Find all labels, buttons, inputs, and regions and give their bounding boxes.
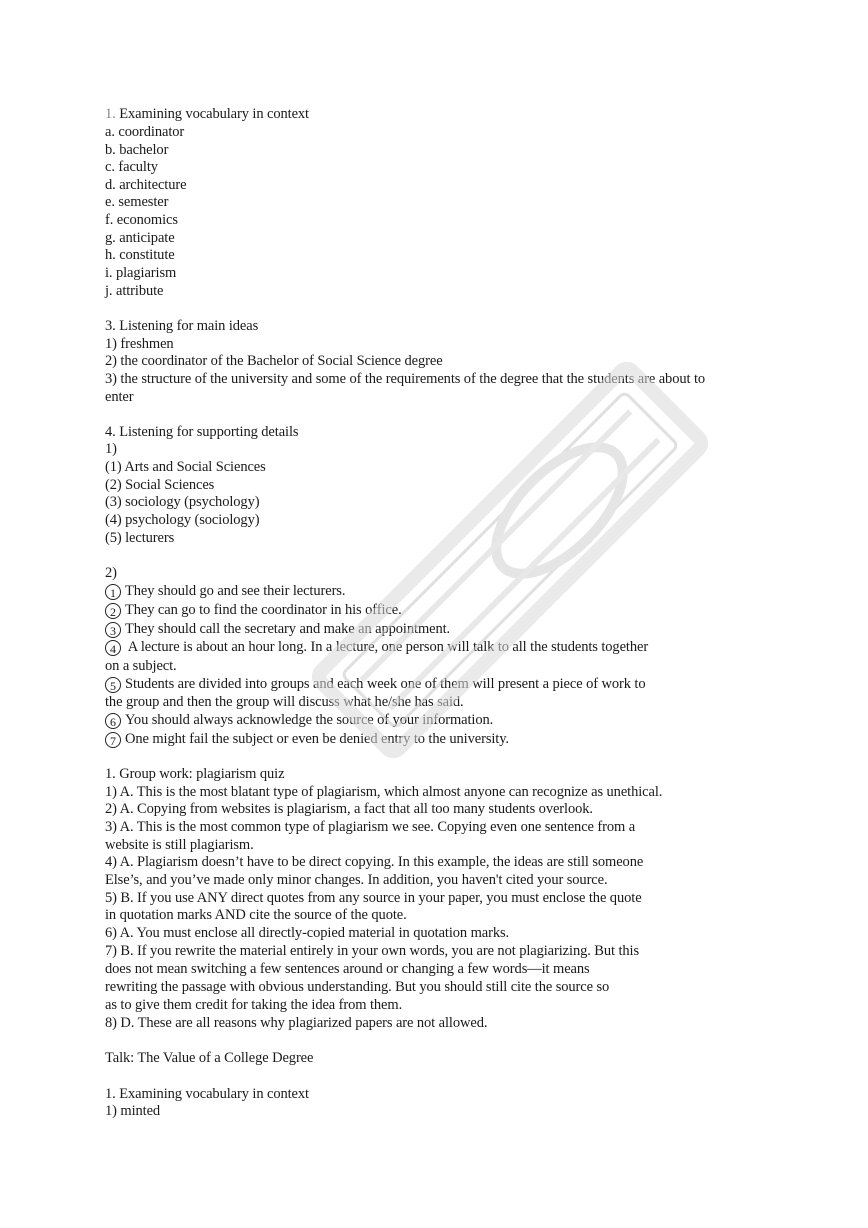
quiz-line: 5) B. If you use ANY direct quotes from any source in your paper, you must enclose the quote	[105, 890, 642, 906]
circled-number: 1	[105, 584, 121, 600]
vocab-item: b. bachelor	[105, 142, 169, 158]
quiz-line: does not mean switching a few sentences around or changing a few words—it means	[105, 961, 590, 977]
circled-number: 5	[105, 677, 121, 693]
detail-answer: 1 They should go and see their lecturers.	[105, 582, 345, 600]
vocab-item: f. economics	[105, 212, 178, 228]
section-4-heading: 4. Listening for supporting details	[105, 424, 299, 440]
talk-item: 1) minted	[105, 1103, 161, 1119]
circled-number: 4	[105, 640, 121, 656]
detail-item: (1) Arts and Social Sciences	[105, 459, 266, 475]
quiz-line: 8) D. These are all reasons why plagiarized papers are not allowed.	[105, 1015, 488, 1031]
section-1-heading: 1. Examining vocabulary in context	[105, 106, 309, 122]
main-idea-item: enter	[105, 389, 134, 405]
detail-answer: 5 Students are divided into groups and each week one of them will present a piece of work to	[105, 675, 646, 693]
quiz-line: 7) B. If you rewrite the material entirely in your own words, you are not plagiarizing. But this	[105, 943, 640, 959]
vocab-item: e. semester	[105, 194, 169, 210]
detail-item: (2) Social Sciences	[105, 477, 215, 493]
vocab-item: h. constitute	[105, 247, 175, 263]
part-2-label: 2)	[105, 565, 117, 581]
main-idea-item: 3) the structure of the university and some of the requirements of the degree that the students are about to	[105, 371, 706, 387]
quiz-heading: 1. Group work: plagiarism quiz	[105, 766, 285, 782]
talk-sub-heading: 1. Examining vocabulary in context	[105, 1086, 309, 1102]
quiz-line: 4) A. Plagiarism doesn’t have to be direct copying. In this example, the ideas are still someone	[105, 854, 644, 870]
detail-answer-cont: the group and then the group will discuss what he/she has said.	[105, 694, 464, 710]
vocab-item: i. plagiarism	[105, 265, 177, 281]
main-idea-item: 1) freshmen	[105, 336, 174, 352]
quiz-line: website is still plagiarism.	[105, 837, 254, 853]
vocab-item: d. architecture	[105, 177, 187, 193]
detail-answer: 3 They should call the secretary and make an appointment.	[105, 620, 450, 638]
detail-item: (5) lecturers	[105, 530, 175, 546]
vocab-item: a. coordinator	[105, 124, 185, 140]
part-1-label: 1)	[105, 441, 117, 457]
detail-answer-cont: on a subject.	[105, 658, 177, 674]
circled-number: 3	[105, 622, 121, 638]
vocab-item: g. anticipate	[105, 230, 175, 246]
detail-item: (4) psychology (sociology)	[105, 512, 260, 528]
detail-answer: 7 One might fail the subject or even be denied entry to the university.	[105, 730, 509, 748]
circled-number: 2	[105, 603, 121, 619]
quiz-line: 1) A. This is the most blatant type of plagiarism, which almost anyone can recognize as unethical.	[105, 784, 663, 800]
circled-number: 6	[105, 713, 121, 729]
quiz-line: 2) A. Copying from websites is plagiarism, a fact that all too many students overlook.	[105, 801, 593, 817]
quiz-line: rewriting the passage with obvious understanding. But you should still cite the source so	[105, 979, 610, 995]
vocab-item: c. faculty	[105, 159, 158, 175]
quiz-line: Else’s, and you’ve made only minor changes. In addition, you haven't cited your source.	[105, 872, 608, 888]
circled-number: 7	[105, 732, 121, 748]
detail-answer: 2 They can go to find the coordinator in his office.	[105, 601, 402, 619]
talk-heading: Talk: The Value of a College Degree	[105, 1050, 314, 1066]
quiz-line: 6) A. You must enclose all directly-copied material in quotation marks.	[105, 925, 510, 941]
quiz-line: 3) A. This is the most common type of plagiarism we see. Copying even one sentence from a	[105, 819, 636, 835]
section-3-heading: 3. Listening for main ideas	[105, 318, 259, 334]
quiz-line: in quotation marks AND cite the source of the quote.	[105, 907, 407, 923]
main-idea-item: 2) the coordinator of the Bachelor of Social Science degree	[105, 353, 443, 369]
detail-item: (3) sociology (psychology)	[105, 494, 260, 510]
quiz-line: as to give them credit for taking the idea from them.	[105, 997, 403, 1013]
vocab-item: j. attribute	[105, 283, 164, 299]
detail-answer: 4 A lecture is about an hour long. In a lecture, one person will talk to all the students together	[105, 638, 648, 656]
detail-answer: 6 You should always acknowledge the source of your information.	[105, 711, 493, 729]
